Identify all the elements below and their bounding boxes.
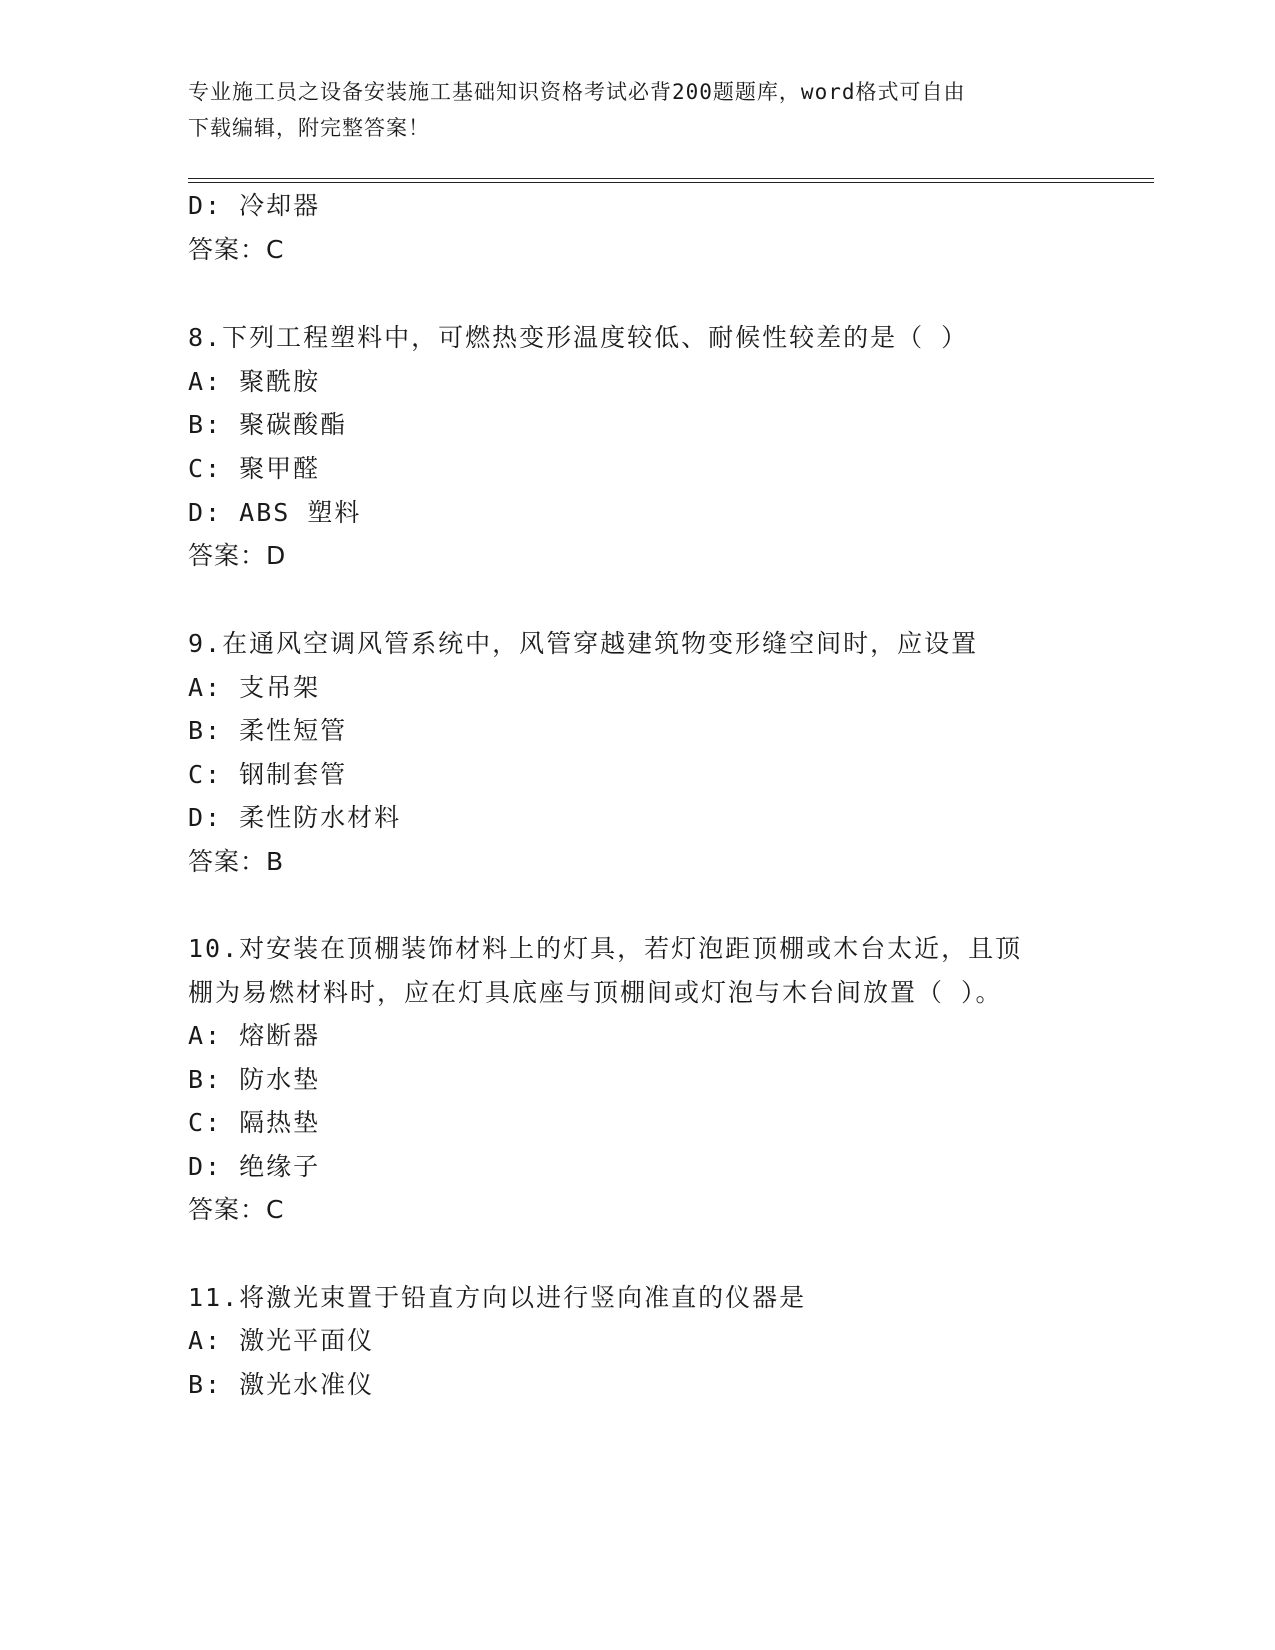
q8-option-d: D: ABS 塑料 [188,498,362,527]
q8-option-a: A: 聚酰胺 [188,367,321,396]
q8-option-c: C: 聚甲醛 [188,454,321,483]
header-line-1: 专业施工员之设备安装施工基础知识资格考试必背200题题库，word格式可自由 [188,80,966,104]
q7-answer: 答案：C [188,235,285,264]
q11-option-a: A: 激光平面仪 [188,1326,375,1355]
q11-stem: 11.将激光束置于铅直方向以进行竖向准直的仪器是 [188,1283,807,1312]
q10-option-c: C: 隔热垫 [188,1108,321,1137]
q10-option-d: D: 绝缘子 [188,1152,321,1181]
q9-stem: 9.在通风空调风管系统中，风管穿越建筑物变形缝空间时，应设置 [188,629,979,658]
q10-option-a: A: 熔断器 [188,1021,321,1050]
document-header [188,74,1068,146]
q9-option-d: D: 柔性防水材料 [188,803,402,832]
q8-stem: 8.下列工程塑料中，可燃热变形温度较低、耐候性较差的是（ ） [188,323,969,352]
q9-option-a: A: 支吊架 [188,673,321,702]
header-line-2: 下载编辑，附完整答案！ [188,116,430,140]
q9-answer: 答案：B [188,847,285,876]
q9-option-b: B: 柔性短管 [188,716,348,745]
header-divider-top [188,178,1154,179]
q9-option-c: C: 钢制套管 [188,760,348,789]
q8-answer: 答案：D [188,541,287,570]
q10-answer: 答案：C [188,1195,285,1224]
q11-option-b: B: 激光水准仪 [188,1370,375,1399]
header-divider-bottom [188,182,1154,183]
q10-stem-line-1: 10.对安装在顶棚装饰材料上的灯具，若灯泡距顶棚或木台太近，且顶 [188,934,1023,963]
q10-option-b: B: 防水垫 [188,1065,321,1094]
q7-option-d: D: 冷却器 [188,191,321,220]
q10-stem-line-2: 棚为易燃材料时，应在灯具底座与顶棚间或灯泡与木台间放置（ ）。 [188,978,1003,1007]
q8-option-b: B: 聚碳酸酯 [188,410,348,439]
